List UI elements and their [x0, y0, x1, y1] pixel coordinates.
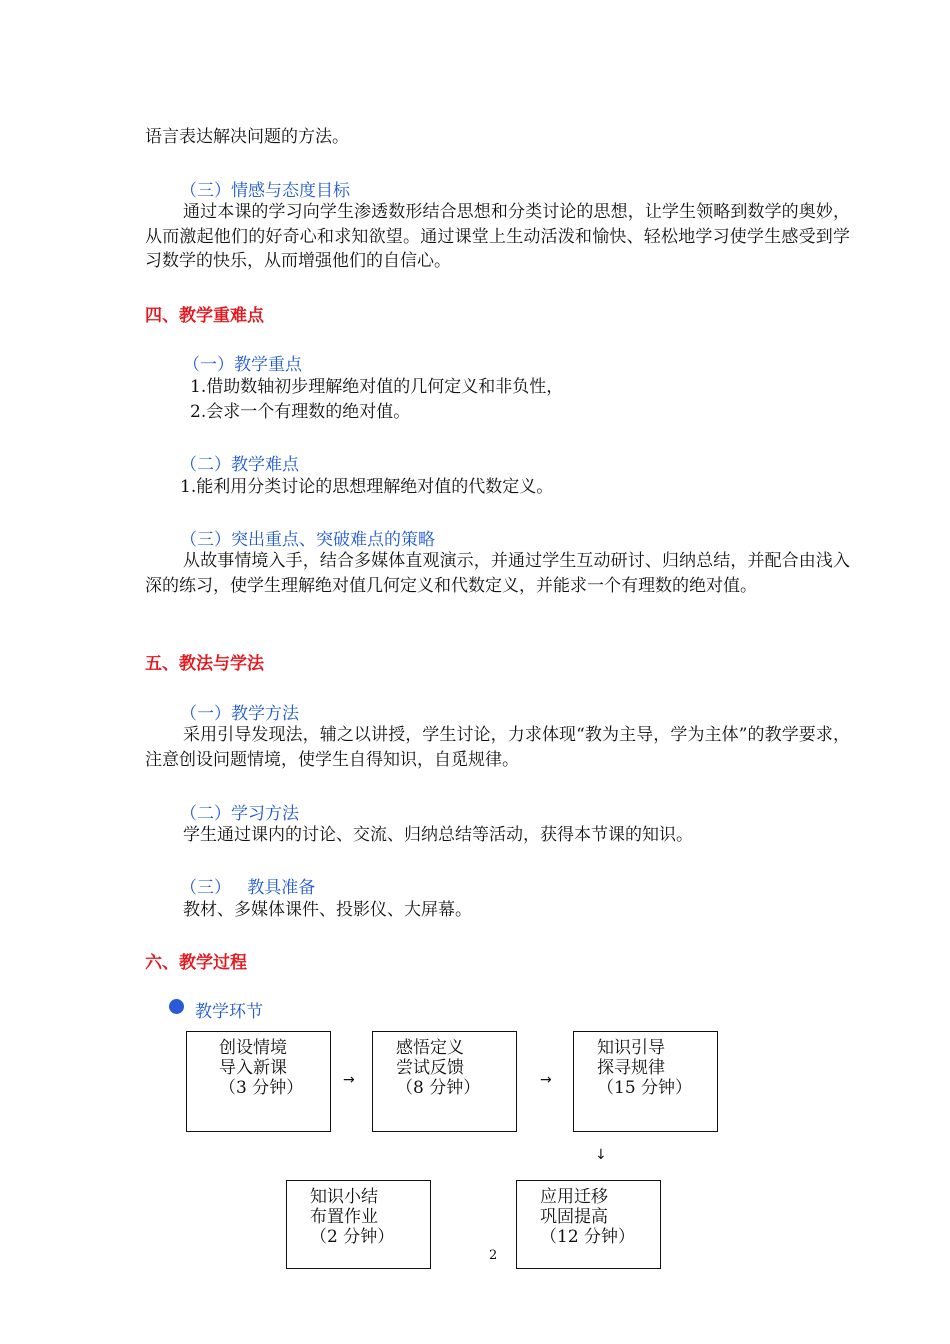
flow-box-1 — [186, 1031, 331, 1132]
flow-box-1-line2: 导入新课 — [219, 1058, 287, 1078]
flow-box-3-line3: （15 分钟） — [597, 1078, 693, 1098]
key-point-item-1: 1.借助数轴初步理解绝对值的几何定义和非负性， — [190, 377, 564, 397]
flow-box-3-line1: 知识引导 — [597, 1038, 665, 1058]
flow-box-4 — [286, 1180, 431, 1269]
flow-box-2-line2: 尝试反馈 — [396, 1058, 464, 1078]
methods-tail-text: 语言表达解决问题的方法。 — [145, 127, 349, 147]
key-points-heading: （一）教学重点 — [183, 355, 302, 375]
flow-box-5-line1: 应用迁移 — [540, 1187, 608, 1207]
difficulty-heading: （二）教学难点 — [180, 455, 299, 475]
flow-box-4-line1: 知识小结 — [310, 1187, 378, 1207]
flow-box-1-line1: 创设情境 — [219, 1038, 287, 1058]
arrow-down-icon: ↓ — [595, 1147, 607, 1163]
strategy-heading: （三）突出重点、突破难点的策略 — [180, 530, 435, 550]
flow-box-3-line2: 探寻规律 — [597, 1058, 665, 1078]
learning-method-body: 学生通过课内的讨论、交流、归纳总结等活动，获得本节课的知识。 — [183, 825, 693, 845]
flow-box-1-line3: （3 分钟） — [219, 1078, 304, 1098]
key-point-item-2: 2.会求一个有理数的绝对值。 — [190, 402, 411, 422]
flow-box-2 — [372, 1031, 517, 1132]
teaching-method-heading: （一）教学方法 — [180, 704, 299, 724]
teaching-tools-heading: （三） 教具准备 — [180, 878, 316, 898]
learning-method-heading: （二）学习方法 — [180, 804, 299, 824]
flow-box-5 — [516, 1180, 661, 1269]
difficulty-item-1: 1.能利用分类讨论的思想理解绝对值的代数定义。 — [180, 477, 554, 497]
flow-box-4-line2: 布置作业 — [310, 1207, 378, 1227]
flow-box-3 — [573, 1031, 718, 1132]
arrow-right-icon: → — [540, 1072, 552, 1088]
teaching-tools-body: 教材、多媒体课件、投影仪、大屏幕。 — [183, 900, 472, 920]
flow-box-2-line3: （8 分钟） — [396, 1078, 481, 1098]
flow-box-5-line3: （12 分钟） — [540, 1227, 636, 1247]
strategy-body: 从故事情境入手，结合多媒体直观演示，并通过学生互动研讨、归纳总结，并配合由浅入深的练习，使学生理解绝对值几何定义和代数定义，并能求一个有理数的绝对值。 — [145, 551, 850, 596]
section-3-3-heading: （三）情感与态度目标 — [180, 181, 350, 201]
flow-box-5-line2: 巩固提高 — [540, 1207, 608, 1227]
page-number: 2 — [489, 1248, 498, 1263]
flow-box-2-line1: 感悟定义 — [396, 1038, 464, 1058]
section-6-heading: 六、教学过程 — [145, 953, 247, 973]
bullet-dot-icon — [169, 999, 184, 1014]
section-4-heading: 四、教学重难点 — [145, 306, 264, 326]
section-5-heading: 五、教法与学法 — [145, 654, 264, 674]
flow-box-4-line3: （2 分钟） — [310, 1227, 395, 1247]
arrow-right-icon: → — [343, 1072, 355, 1088]
teaching-stages-label: 教学环节 — [195, 1002, 263, 1022]
section-3-3-body: 通过本课的学习向学生渗透数形结合思想和分类讨论的思想，让学生领略到数学的奥妙，从而激起他们的好奇心和求知欲望。通过课堂上生动活泼和愉快、轻松地学习使学生感受到学习数学的快乐，从而增强他们的自信心。 — [145, 202, 850, 271]
teaching-method-body: 采用引导发现法，辅之以讲授，学生讨论，力求体现“教为主导，学为主体”的教学要求，注意创设问题情境，使学生自得知识，自觅规律。 — [145, 725, 850, 770]
